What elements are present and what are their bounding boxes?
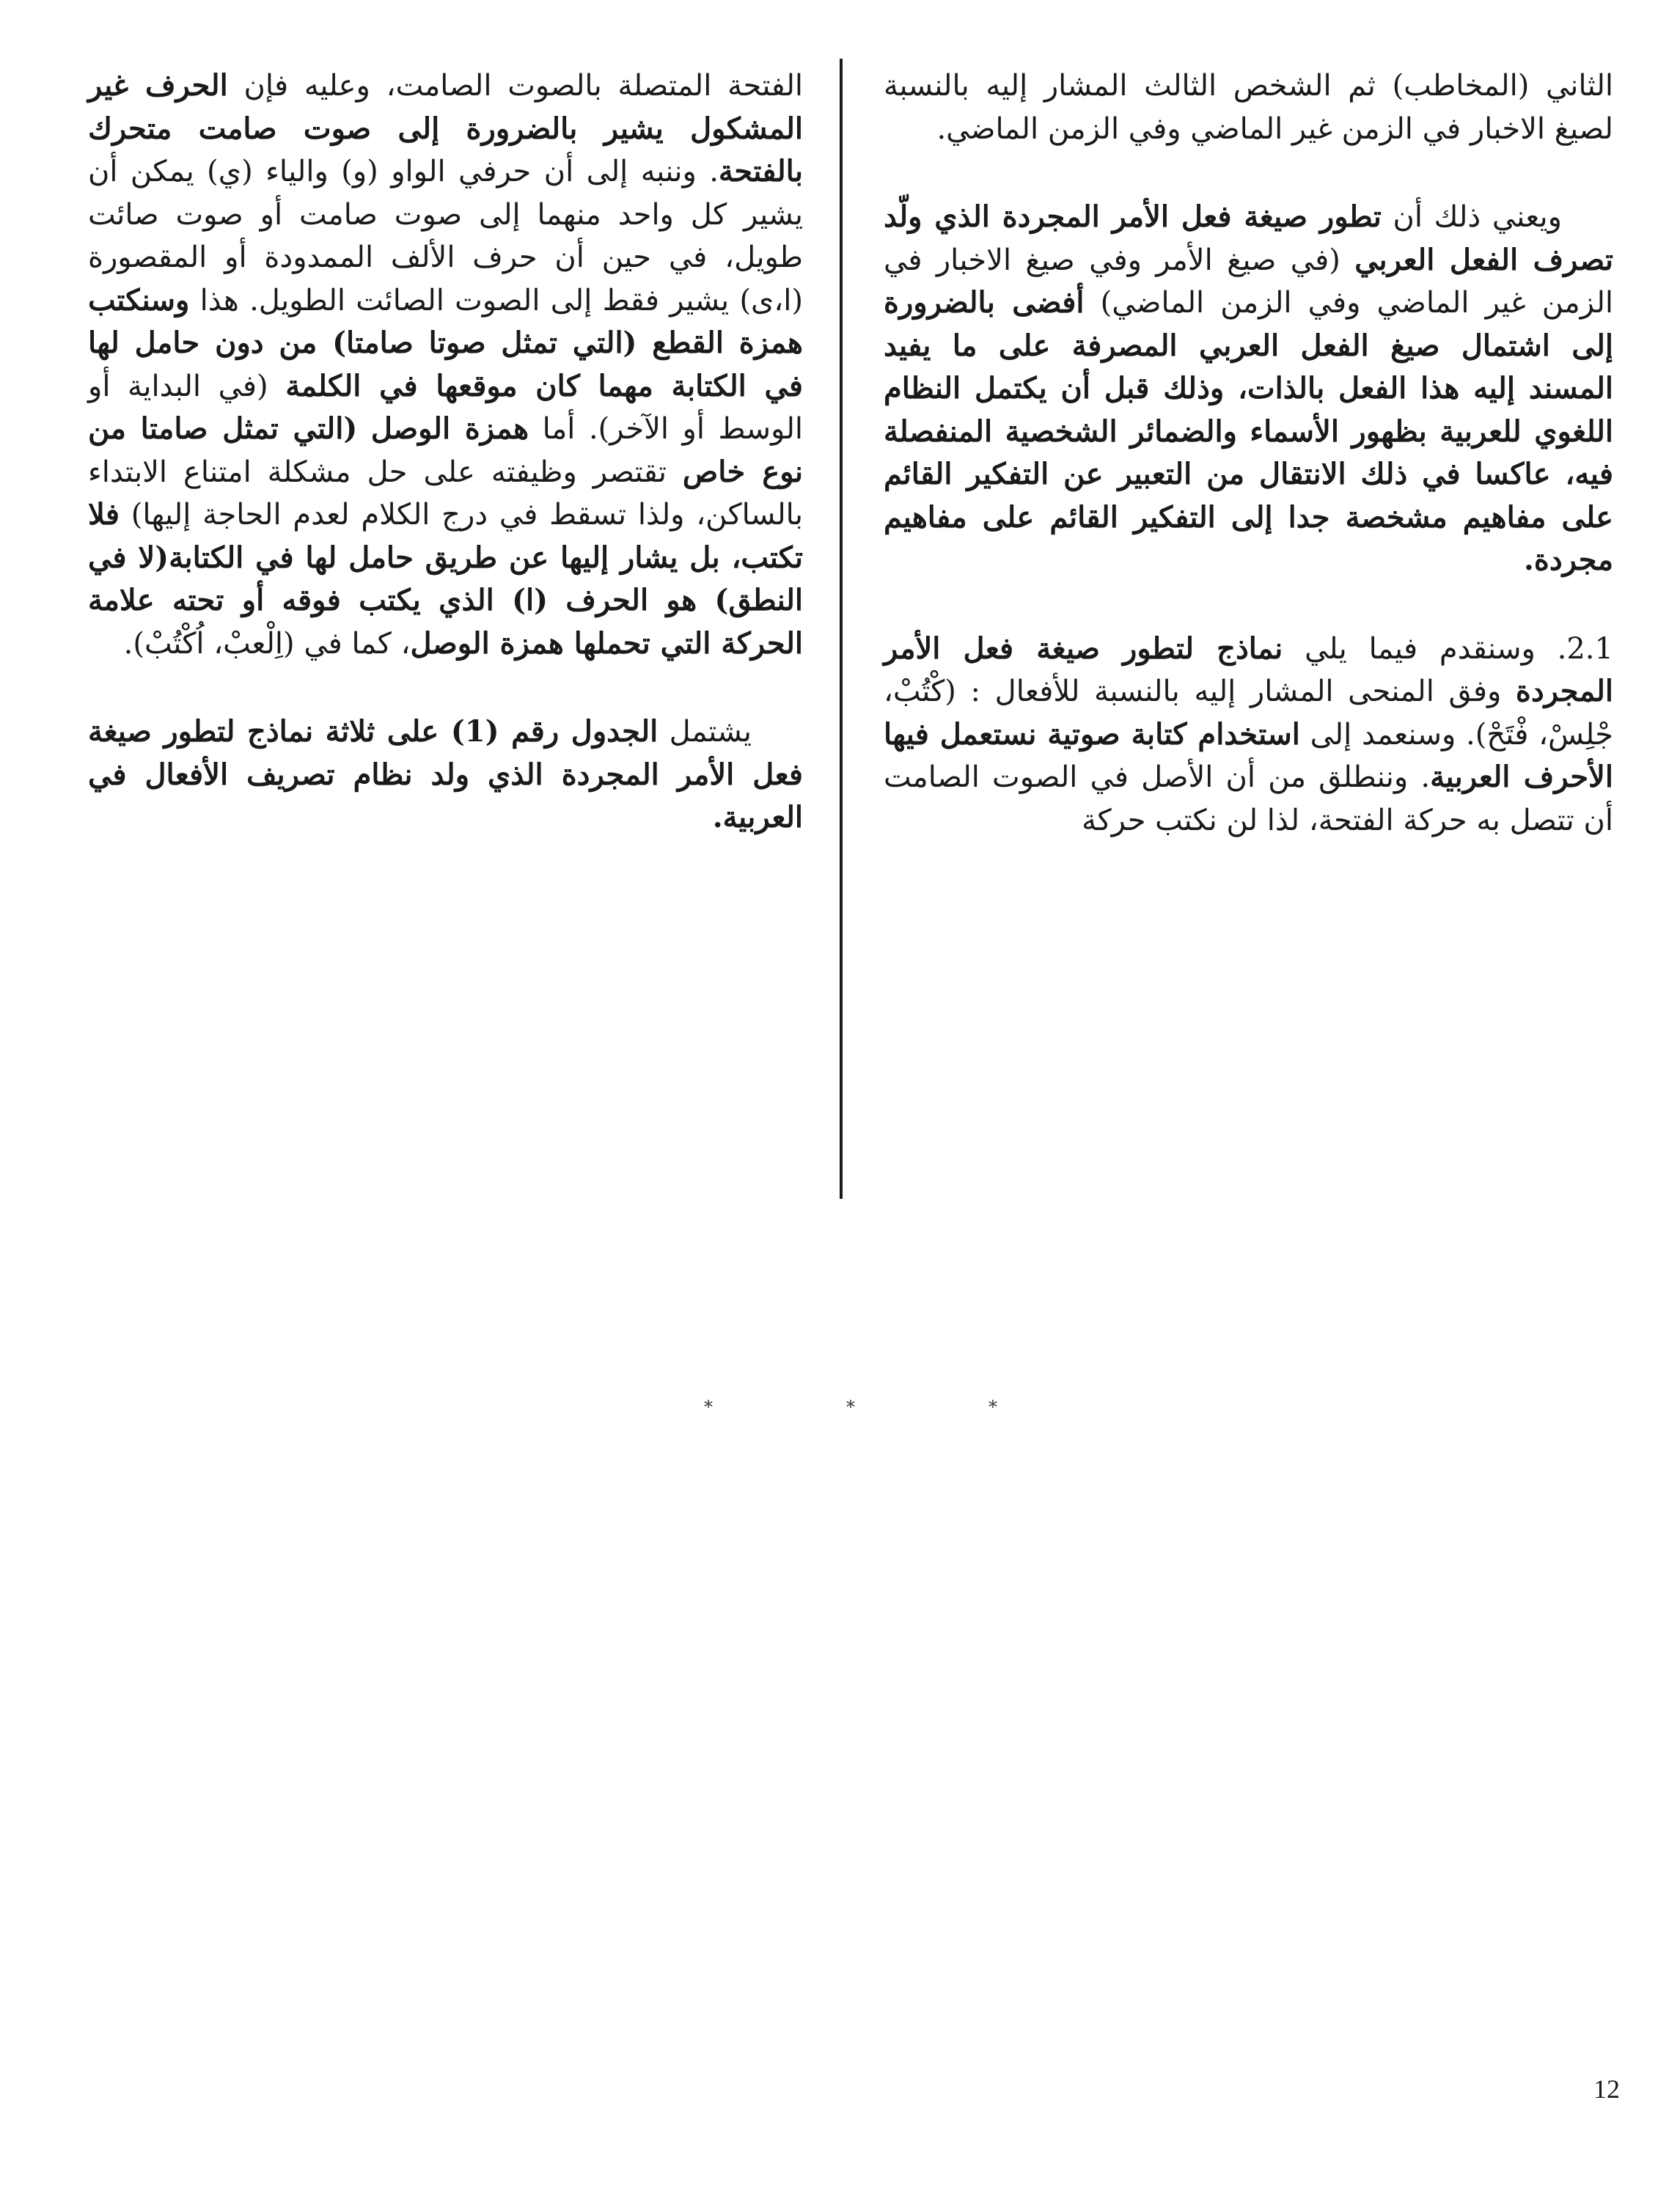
left-column xyxy=(88,65,803,840)
separator-star: * xyxy=(704,1397,713,1417)
text-run: ، كما في (اِلْعبْ، اُكْتُبْ). xyxy=(123,626,411,661)
bold-run: تطور صيغة فعل الأمر المجردة الذي ولّد تصرف الفعل العربي xyxy=(884,199,1613,277)
bold-run: نماذج لتطور صيغة فعل الأمر المجردة xyxy=(884,631,1613,708)
section-separator xyxy=(704,1397,997,1417)
bold-run: وسنكتب همزة القطع (التي تمثل صوتا صامتا) من دون حامل لها في الكتابة مهما كان موقعها في الكلمة xyxy=(88,282,804,403)
text-run: . وننطلق من أن الأصل في الصوت الصامت أن تتصل به حركة الفتحة، لذا لن نكتب حركة xyxy=(884,760,1613,837)
bold-run: (التي تمثل صامتا من نوع خاص xyxy=(88,411,803,489)
text-run xyxy=(357,412,371,446)
text-run: الفتحة المتصلة بالصوت الصامت، وعليه فإن xyxy=(227,69,803,103)
page-number: 12 xyxy=(1593,2074,1620,2104)
text-run: (في صيغ الأمر وفي صيغ الاخبار في الزمن غير الماضي وفي الزمن الماضي) xyxy=(884,243,1614,320)
bold-run: الحرف غير المشكول يشير بالضرورة إلى صوت صامت متحرك بالفتحة xyxy=(88,68,803,188)
left-paragraph-1 xyxy=(88,65,803,665)
bold-run: أفضى بالضرورة إلى اشتمال صيغ الفعل العربي المصرفة على ما يفيد المسند إليه هذا الفعل بالذات، وذلك قبل أن يكتمل النظام اللغوي للعربية بظهور الأسماء والضمائر الشخصية المنفصلة فيه، عاكسا في ذلك الانتقال من التعبير عن التفكير القائم على مفاهيم مشخصة جدا إلى التفكير القائم على مفاهيم مجردة. xyxy=(884,285,1614,577)
text-run: 2.1. وسنقدم فيما يلي xyxy=(1283,631,1613,666)
text-run: يشتمل xyxy=(658,715,752,749)
text-run: الثاني (المخاطب) ثم الشخص الثالث المشار إليه بالنسبة لصيغ الاخبار في الزمن غير الماضي وفي الزمن الماضي. xyxy=(884,69,1613,146)
separator-star: * xyxy=(988,1397,997,1417)
bold-run: همزة الوصل xyxy=(370,411,529,446)
text-run: . وننبه إلى أن حرفي الواو (و) والياء (ي) يمكن أن يشير كل واحد منهما إلى صوت صامت أو صوت صائت طويل، في حين أن حرف الألف الممدودة أو المقصورة (ا،ى) يشير فقط إلى الصوت الصائت الطويل. هذا xyxy=(88,155,803,317)
right-paragraph-1 xyxy=(884,65,1613,150)
text-run: وفق المنحى المشار إليه بالنسبة للأفعال : (كْتُبْ، جْلِسْ، فْتَحْ). وسنعمد إلى xyxy=(884,675,1614,752)
right-paragraph-3 xyxy=(884,628,1613,842)
right-paragraph-2 xyxy=(884,196,1613,582)
text-run: ويعني ذلك أن xyxy=(1381,200,1562,234)
column-divider xyxy=(840,59,843,1199)
bold-run: فلا تكتب، بل يشار إليها عن طريق حامل لها في الكتابة(لا في النطق) هو الحرف (ا) الذي يكتب فوقه أو تحته علامة الحركة التي تحملها همزة الوصل xyxy=(88,497,803,661)
text-run: تقتصر وظيفته على حل مشكلة امتناع الابتداء بالساكن، ولذا تسقط في درج الكلام لعدم الحاجة إليها) xyxy=(88,455,803,532)
separator-star: * xyxy=(846,1397,855,1417)
text-run: (في البداية أو الوسط أو الآخر). أما xyxy=(88,369,803,446)
bold-run: استخدام كتابة صوتية نستعمل فيها الأحرف العربية xyxy=(884,716,1613,794)
bold-run: الجدول رقم (1) على ثلاثة نماذج لتطور صيغة فعل الأمر المجردة الذي ولد نظام تصريف الأفعال في العربية. xyxy=(88,714,803,834)
left-paragraph-2 xyxy=(88,711,803,840)
right-column xyxy=(884,65,1613,842)
